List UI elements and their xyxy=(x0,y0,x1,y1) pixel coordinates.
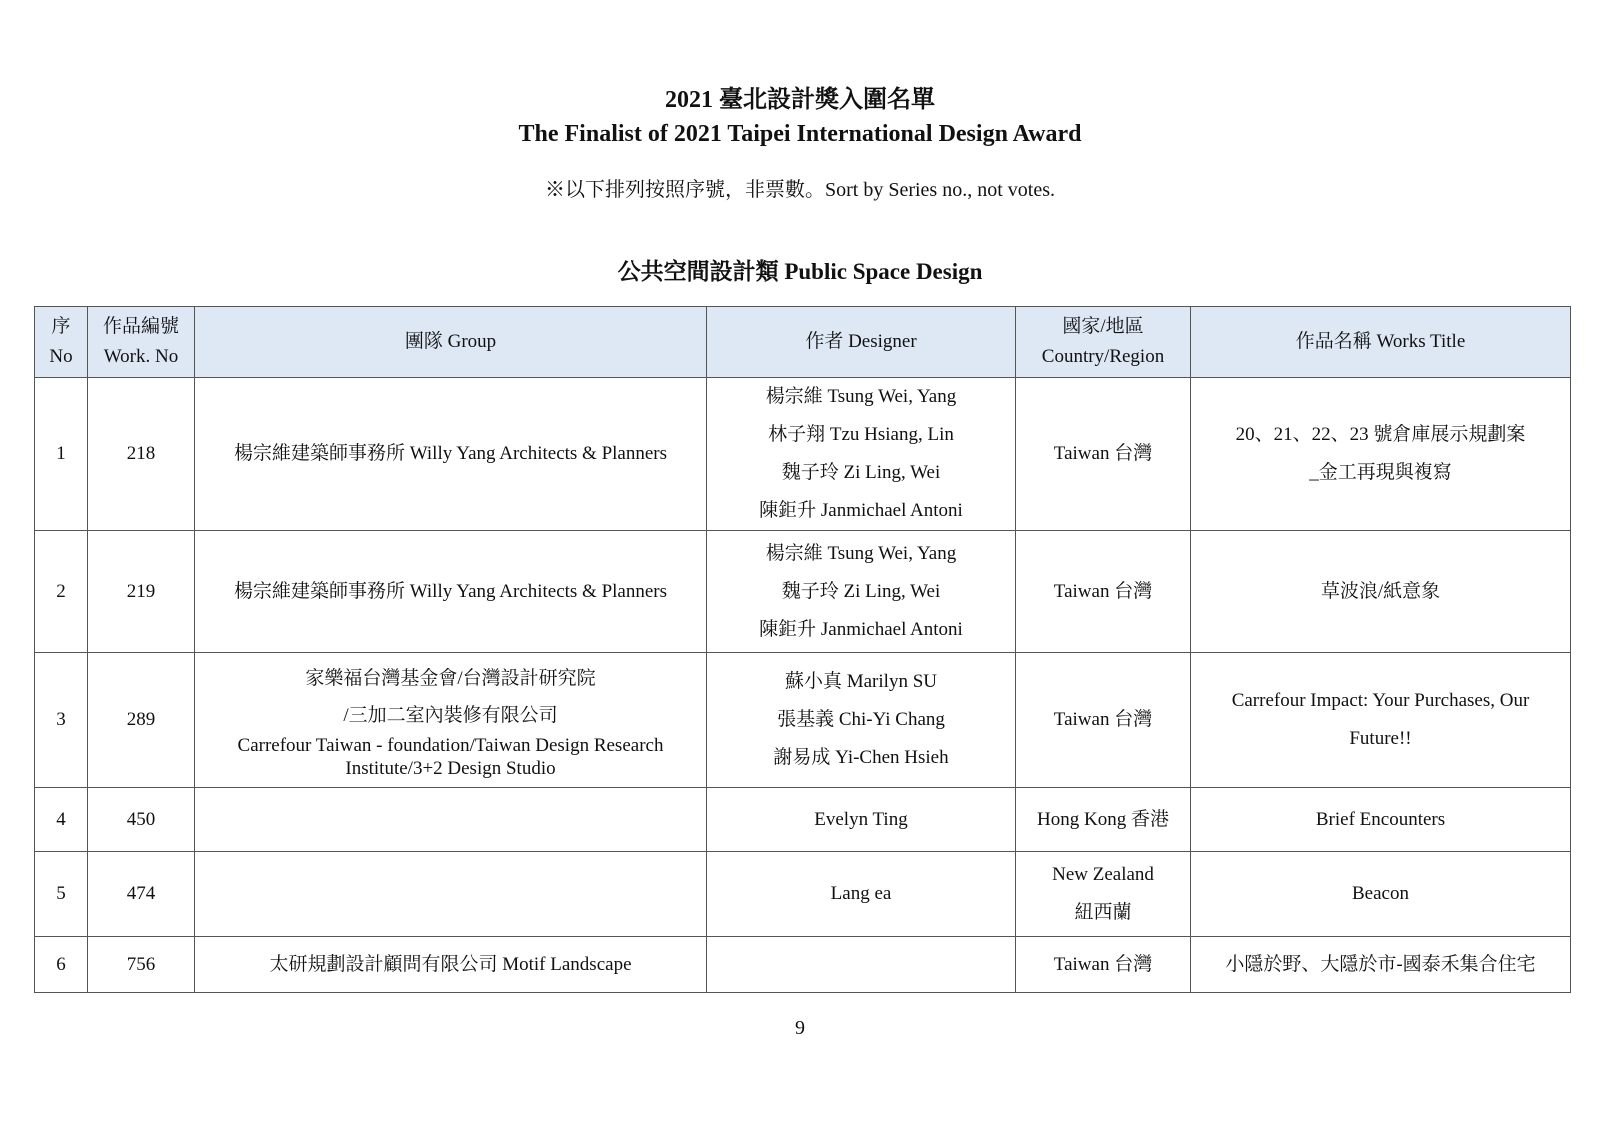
cell-work-no: 219 xyxy=(88,531,195,653)
country-line: New Zealand xyxy=(1052,864,1154,885)
cell-country xyxy=(1016,653,1191,788)
cell-group xyxy=(195,788,707,852)
cell-country xyxy=(1016,378,1191,531)
cell-no: 6 xyxy=(35,937,88,993)
cell-no: 4 xyxy=(35,788,88,852)
cell-no: 3 xyxy=(35,653,88,788)
designer-name: 張基義 Chi-Yi Chang xyxy=(777,709,945,730)
cell-works-title xyxy=(1191,937,1571,993)
cell-no: 2 xyxy=(35,531,88,653)
works-title-line: Carrefour Impact: Your Purchases, Our xyxy=(1231,690,1530,711)
cell-designer xyxy=(707,531,1016,653)
header-works-title-zh: 作品名稱 xyxy=(1295,331,1372,352)
table-row xyxy=(35,788,1571,852)
cell-works-title xyxy=(1191,653,1571,788)
group-line: 太研規劃設計顧問有限公司 Motif Landscape xyxy=(269,953,632,975)
designer-name: 陳鉅升 Janmichael Antoni xyxy=(759,618,963,640)
cell-work-no: 756 xyxy=(88,937,195,993)
cell-works-title xyxy=(1191,852,1571,937)
cell-designer xyxy=(707,653,1016,788)
category-title: 公共空間設計類 Public Space Design xyxy=(617,259,983,284)
designer-name: 楊宗維 Tsung Wei, Yang xyxy=(765,542,957,564)
group-line: Institute/3+2 Design Studio xyxy=(345,758,556,779)
designer-name: 魏子玲 Zi Ling, Wei xyxy=(781,580,941,602)
cell-designer xyxy=(707,788,1016,852)
table-row xyxy=(35,378,1571,531)
cell-group xyxy=(195,937,707,993)
cell-country xyxy=(1016,531,1191,653)
header-country-zh: 國家/地區 xyxy=(1062,316,1144,337)
header-country xyxy=(1016,307,1191,378)
designer-name: Evelyn Ting xyxy=(814,808,908,830)
group-line: 楊宗維建築師事務所 Willy Yang Architects & Planners xyxy=(233,580,668,602)
cell-country xyxy=(1016,937,1191,993)
works-title-line: 20、21、22、23 號倉庫展示規劃案 xyxy=(1235,424,1526,445)
header-work-no-en: Work. No xyxy=(103,346,179,367)
cell-works-title xyxy=(1191,378,1571,531)
cell-work-no: 474 xyxy=(88,852,195,937)
cell-group xyxy=(195,852,707,937)
works-title-line: 草波浪/紙意象 xyxy=(1320,580,1441,602)
cell-country xyxy=(1016,852,1191,937)
page-number: 9 xyxy=(795,1017,805,1039)
header-works-title-en: Works Title xyxy=(1376,331,1466,352)
country-line: Taiwan 台灣 xyxy=(1053,580,1153,602)
cell-designer xyxy=(707,378,1016,531)
finalists-table xyxy=(34,306,1571,993)
header-designer-en: Designer xyxy=(848,331,917,352)
works-title-line: Future!! xyxy=(1349,728,1412,749)
cell-designer xyxy=(707,937,1016,993)
works-title-line: _金工再現與複寫 xyxy=(1309,462,1452,483)
header-no-zh: 序 xyxy=(51,316,71,337)
works-title-line: Beacon xyxy=(1352,883,1409,904)
header-group-zh: 團隊 xyxy=(404,331,443,352)
country-line: 紐西蘭 xyxy=(1074,902,1132,923)
table-header-row xyxy=(35,307,1571,378)
group-line: /三加二室內裝修有限公司 xyxy=(343,705,558,726)
header-work-no-zh: 作品編號 xyxy=(102,316,179,337)
designer-name: Lang ea xyxy=(830,883,892,904)
group-line: 楊宗維建築師事務所 Willy Yang Architects & Planners xyxy=(233,443,668,464)
header-designer xyxy=(707,307,1016,378)
cell-country xyxy=(1016,788,1191,852)
table-row xyxy=(35,937,1571,993)
designer-name: 謝易成 Yi-Chen Hsieh xyxy=(773,747,949,768)
cell-work-no: 289 xyxy=(88,653,195,788)
cell-designer xyxy=(707,852,1016,937)
cell-group xyxy=(195,653,707,788)
cell-group xyxy=(195,378,707,531)
cell-works-title xyxy=(1191,788,1571,852)
cell-works-title xyxy=(1191,531,1571,653)
country-line: Taiwan 台灣 xyxy=(1053,953,1153,975)
works-title-line: Brief Encounters xyxy=(1315,808,1446,830)
table-row xyxy=(35,653,1571,788)
header-works-title xyxy=(1191,307,1571,378)
header-no xyxy=(35,307,88,378)
designer-name: 楊宗維 Tsung Wei, Yang xyxy=(765,386,957,407)
designer-name: 魏子玲 Zi Ling, Wei xyxy=(781,462,941,483)
designer-name: 陳鉅升 Janmichael Antoni xyxy=(759,500,963,521)
cell-no: 5 xyxy=(35,852,88,937)
header-group-en: Group xyxy=(447,331,497,352)
table-row xyxy=(35,531,1571,653)
designer-name: 蘇小真 Marilyn SU xyxy=(784,671,937,692)
country-line: Taiwan 台灣 xyxy=(1053,443,1153,464)
cell-no: 1 xyxy=(35,378,88,531)
country-line: Hong Kong 香港 xyxy=(1037,808,1169,830)
header-work-no xyxy=(88,307,195,378)
header-country-en: Country/Region xyxy=(1041,346,1165,367)
works-title-line: 小隱於野、大隱於市-國泰禾集合住宅 xyxy=(1225,953,1536,975)
sort-order-note: ※以下排列按照序號，非票數。Sort by Series no., not votes. xyxy=(545,179,1055,201)
document-title-english: The Finalist of 2021 Taipei International Design Award xyxy=(518,121,1082,147)
group-line: 家樂福台灣基金會/台灣設計研究院 xyxy=(305,668,596,689)
cell-work-no: 218 xyxy=(88,378,195,531)
header-no-en: No xyxy=(49,346,73,367)
cell-work-no: 450 xyxy=(88,788,195,852)
designer-name: 林子翔 Tzu Hsiang, Lin xyxy=(768,424,954,445)
header-designer-zh: 作者 xyxy=(805,331,844,352)
table-row xyxy=(35,852,1571,937)
group-line: Carrefour Taiwan - foundation/Taiwan Design Research xyxy=(237,735,664,756)
document-title-chinese: 2021 臺北設計獎入圍名單 xyxy=(665,87,935,113)
country-line: Taiwan 台灣 xyxy=(1053,709,1153,730)
cell-group xyxy=(195,531,707,653)
header-group xyxy=(195,307,707,378)
